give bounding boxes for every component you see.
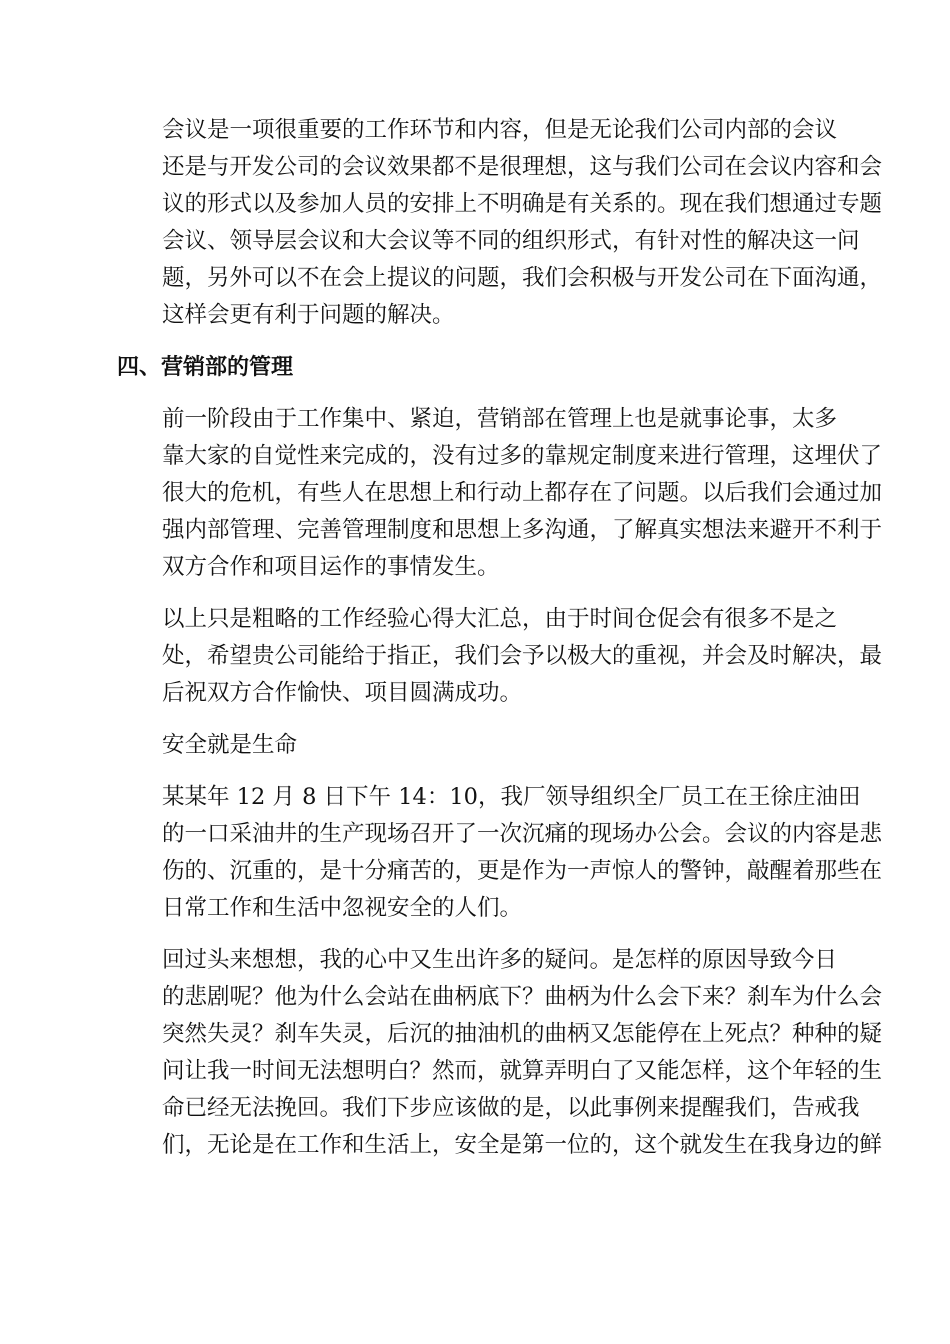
text-line: 靠大家的自觉性来完成的，没有过多的靠规定制度来进行管理，这埋伏了 bbox=[162, 443, 883, 469]
text-line: 的一口采油井的生产现场召开了一次沉痛的现场办公会。会议的内容是悲 bbox=[162, 821, 883, 847]
text-line: 回过头来想想，我的心中又生出许多的疑问。是怎样的原因导致今日 bbox=[162, 947, 838, 973]
text-line: 伤的、沉重的，是十分痛苦的，更是作为一声惊人的警钟，敲醒着那些在 bbox=[162, 858, 883, 884]
text-line: 议的形式以及参加人员的安排上不明确是有关系的。现在我们想通过专题 bbox=[162, 191, 883, 217]
text-line: 这样会更有利于问题的解决。 bbox=[162, 302, 455, 328]
text-line: 的悲剧呢？他为什么会站在曲柄底下？曲柄为什么会下来？刹车为什么会 bbox=[162, 984, 883, 1010]
text-line: 们，无论是在工作和生活上，安全是第一位的，这个就发生在我身边的鲜 bbox=[162, 1132, 883, 1158]
heading-text: 四、营销部的管理 bbox=[117, 355, 294, 380]
document-page bbox=[117, 112, 883, 1179]
text-line: 命已经无法挽回。我们下步应该做的是，以此事例来提醒我们，告戒我 bbox=[162, 1095, 860, 1121]
paragraph-marketing bbox=[117, 401, 883, 586]
text-line: 会议是一项很重要的工作环节和内容，但是无论我们公司内部的会议 bbox=[162, 117, 838, 143]
paragraph-summary bbox=[117, 601, 883, 712]
text-line: 以上只是粗略的工作经验心得大汇总，由于时间仓促会有很多不是之 bbox=[162, 606, 838, 632]
text-line: 会议、领导层会议和大会议等不同的组织形式，有针对性的解决这一问 bbox=[162, 228, 860, 254]
section-heading bbox=[117, 349, 833, 386]
text-line: 很大的危机，有些人在思想上和行动上都存在了问题。以后我们会通过加 bbox=[162, 480, 883, 506]
text-line: 突然失灵？刹车失灵，后沉的抽油机的曲柄又怎能停在上死点？种种的疑 bbox=[162, 1021, 883, 1047]
paragraph-incident bbox=[117, 779, 883, 927]
paragraph-reflection bbox=[117, 942, 883, 1164]
text-line: 处，希望贵公司能给于指正，我们会予以极大的重视，并会及时解决，最 bbox=[162, 643, 883, 669]
text-line: 日常工作和生活中忽视安全的人们。 bbox=[162, 895, 523, 921]
text-line: 问让我一时间无法想明白？然而，就算弄明白了又能怎样，这个年轻的生 bbox=[162, 1058, 883, 1084]
paragraph-meeting bbox=[117, 112, 883, 334]
paragraph-safety-title bbox=[117, 727, 833, 764]
text-line: 安全就是生命 bbox=[162, 732, 298, 758]
text-line: 某某年 12 月 8 日下午 14：10，我厂领导组织全厂员工在王徐庄油田 bbox=[162, 784, 861, 810]
text-line: 前一阶段由于工作集中、紧迫，营销部在管理上也是就事论事，太多 bbox=[162, 406, 838, 432]
text-line: 双方合作和项目运作的事情发生。 bbox=[162, 554, 500, 580]
text-line: 题，另外可以不在会上提议的问题，我们会积极与开发公司在下面沟通， bbox=[162, 265, 883, 291]
text-line: 强内部管理、完善管理制度和思想上多沟通，了解真实想法来避开不利于 bbox=[162, 517, 883, 543]
text-line: 还是与开发公司的会议效果都不是很理想，这与我们公司在会议内容和会 bbox=[162, 154, 883, 180]
text-line: 后祝双方合作愉快、项目圆满成功。 bbox=[162, 680, 523, 706]
